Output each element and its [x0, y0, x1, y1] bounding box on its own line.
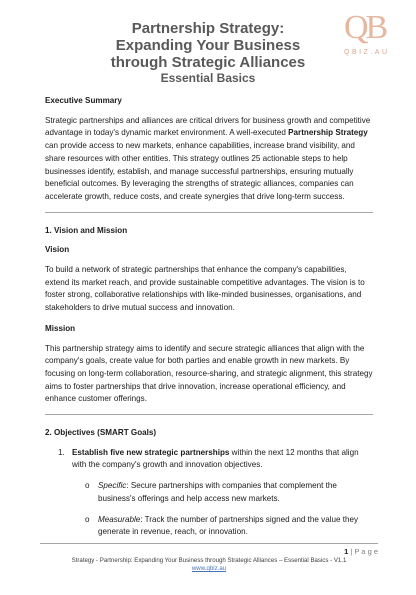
mission-text: This partnership strategy aims to identify and secure strategic alliances that align with the company's goals, create value for both parties and enable growth in new markets. By focusing on long-term collaboration, resource-sharing, and strategic alignment, this strategy aims to foster partnerships that drive innovation, increase operational efficiency, and enhance customer offerings. [45, 343, 373, 404]
objective-title: Establish five new strategic partnerships [72, 447, 230, 457]
section-divider [45, 414, 373, 415]
footer-url-link[interactable]: www.qbiz.au [191, 565, 227, 572]
objective-item-1 [45, 447, 373, 472]
section-divider [45, 212, 373, 213]
bullet-label: Measurable [98, 514, 141, 524]
document-title [0, 20, 416, 85]
vision-text: To build a network of strategic partnerships that enhance the company's capabilities, extend its market reach, and provide sustainable competitive advantages. The vision is to foster strong, collaborative relationships with like-minded businesses, organisations, and stakeholders to drive mutual success and innovation. [45, 265, 365, 313]
objective-text: within the next 12 months that align with the company's growth and innovation objectives. [72, 447, 359, 470]
title-line-2: Expanding Your Business [115, 37, 301, 54]
footer-document-title: Strategy - Partnership: Expanding Your Business through Strategic Alliances – Essential Basics - V1.1 [71, 557, 347, 564]
title-line-3: through Strategic Alliances [110, 54, 306, 71]
executive-summary-heading: Executive Summary [45, 96, 122, 105]
bullet-text: : Secure partnerships with companies that complement the business's offerings and help access new markets. [98, 481, 337, 503]
section-1-heading: 1. Vision and Mission [45, 225, 128, 235]
footer-divider [40, 543, 378, 544]
bullet-circle-icon: o [85, 514, 90, 524]
executive-summary-text: Strategic partnerships and alliances are critical drivers for business growth and competitive advantage in today's dynamic market environment. A well-executed Partnership Strategy can provide access to new markets, enhance capabilities, increase brand visibility, and share resources with other entities. This strategy outlines 25 actionable steps to help businesses identify, establish, and manage successful partnerships, ensuring mutually beneficial outcomes. By leveraging the strengths of strategic alliances, companies can accelerate growth, reduce costs, and create synergies that drive long-term success. [45, 115, 371, 201]
document-subtitle: Essential Basics [160, 71, 256, 85]
bullet-label: Specific [98, 481, 127, 491]
bullet-circle-icon: o [85, 481, 90, 491]
logo-subtitle: QBIZ.AU [344, 49, 390, 56]
mission-heading: Mission [45, 323, 76, 333]
page-footer [40, 543, 378, 573]
logo-letters: QB [344, 9, 386, 46]
vision-heading: Vision [45, 245, 70, 255]
bold-term: Partnership Strategy [288, 128, 368, 138]
item-number: 1. [58, 447, 65, 457]
title-line-1: Partnership Strategy: [131, 20, 285, 37]
document-body [45, 95, 373, 547]
section-2-heading: 2. Objectives (SMART Goals) [45, 428, 157, 438]
list-item [45, 514, 373, 539]
bullet-text: : Track the number of partnerships signed and the value they generate in revenue, reach, or innovation. [98, 514, 359, 537]
list-item [45, 480, 373, 505]
page-number: 1 | P a g e [344, 547, 378, 556]
